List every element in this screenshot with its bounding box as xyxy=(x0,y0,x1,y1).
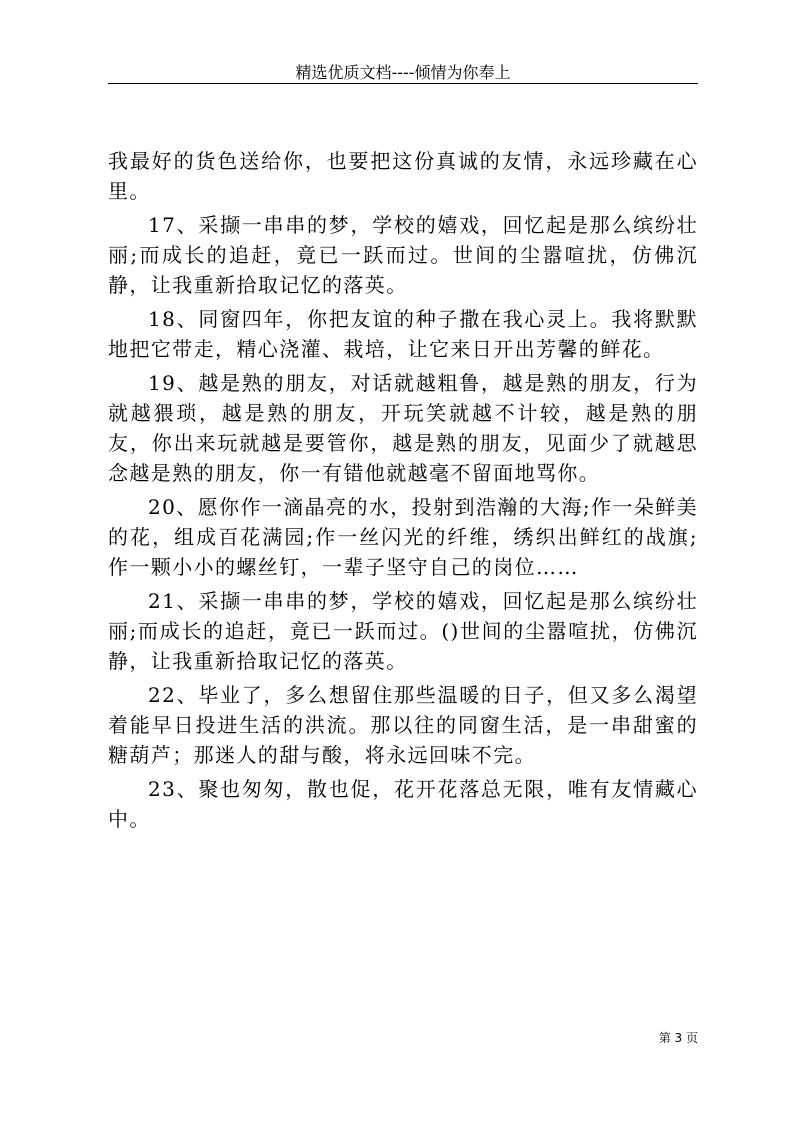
document-header: 精选优质文档----倾情为你奉上 xyxy=(295,63,511,82)
paragraph-17: 17、采撷一串串的梦，学校的嬉戏，回忆起是那么缤纷壮丽;而成长的追赶，竟已一跃而过。世间的尘嚣喧扰，仿佛沉静，让我重新拾取记忆的落英。 xyxy=(108,213,698,297)
paragraph-continuation: 我最好的货色送给你，也要把这份真诚的友情，永远珍藏在心里。 xyxy=(108,149,698,203)
page-number: 第 3 页 xyxy=(658,1031,698,1045)
paragraph-21: 21、采撷一串串的梦，学校的嬉戏，回忆起是那么缤纷壮丽;而成长的追赶，竟已一跃而过。()世间的尘嚣喧扰，仿佛沉静，让我重新拾取记忆的落英。 xyxy=(108,589,698,673)
paragraph-20: 20、愿你作一滴晶亮的水，投射到浩瀚的大海;作一朵鲜美的花，组成百花满园;作一丝闪光的纤维，绣织出鲜红的战旗;作一颗小小的螺丝钉，一辈子坚守自己的岗位…… xyxy=(108,495,698,579)
header-divider xyxy=(108,83,698,84)
paragraph-18: 18、同窗四年，你把友谊的种子撒在我心灵上。我将默默地把它带走，精心浇灌、栽培，让它来日开出芳馨的鲜花。 xyxy=(108,307,698,361)
paragraph-23: 23、聚也匆匆，散也促，花开花落总无限，唯有友情藏心中。 xyxy=(108,777,698,831)
paragraph-22: 22、毕业了，多么想留住那些温暖的日子，但又多么渴望着能早日投进生活的洪流。那以往的同窗生活，是一串甜蜜的糖葫芦；那迷人的甜与酸，将永远回味不完。 xyxy=(108,683,698,767)
document-body xyxy=(108,146,698,838)
paragraph-19: 19、越是熟的朋友，对话就越粗鲁，越是熟的朋友，行为就越猥琐，越是熟的朋友，开玩笑就越不计较，越是熟的朋友，你出来玩就越是要管你，越是熟的朋友，见面少了就越思念越是熟的朋友，你一有错他就越毫不留面地骂你。 xyxy=(108,371,698,485)
